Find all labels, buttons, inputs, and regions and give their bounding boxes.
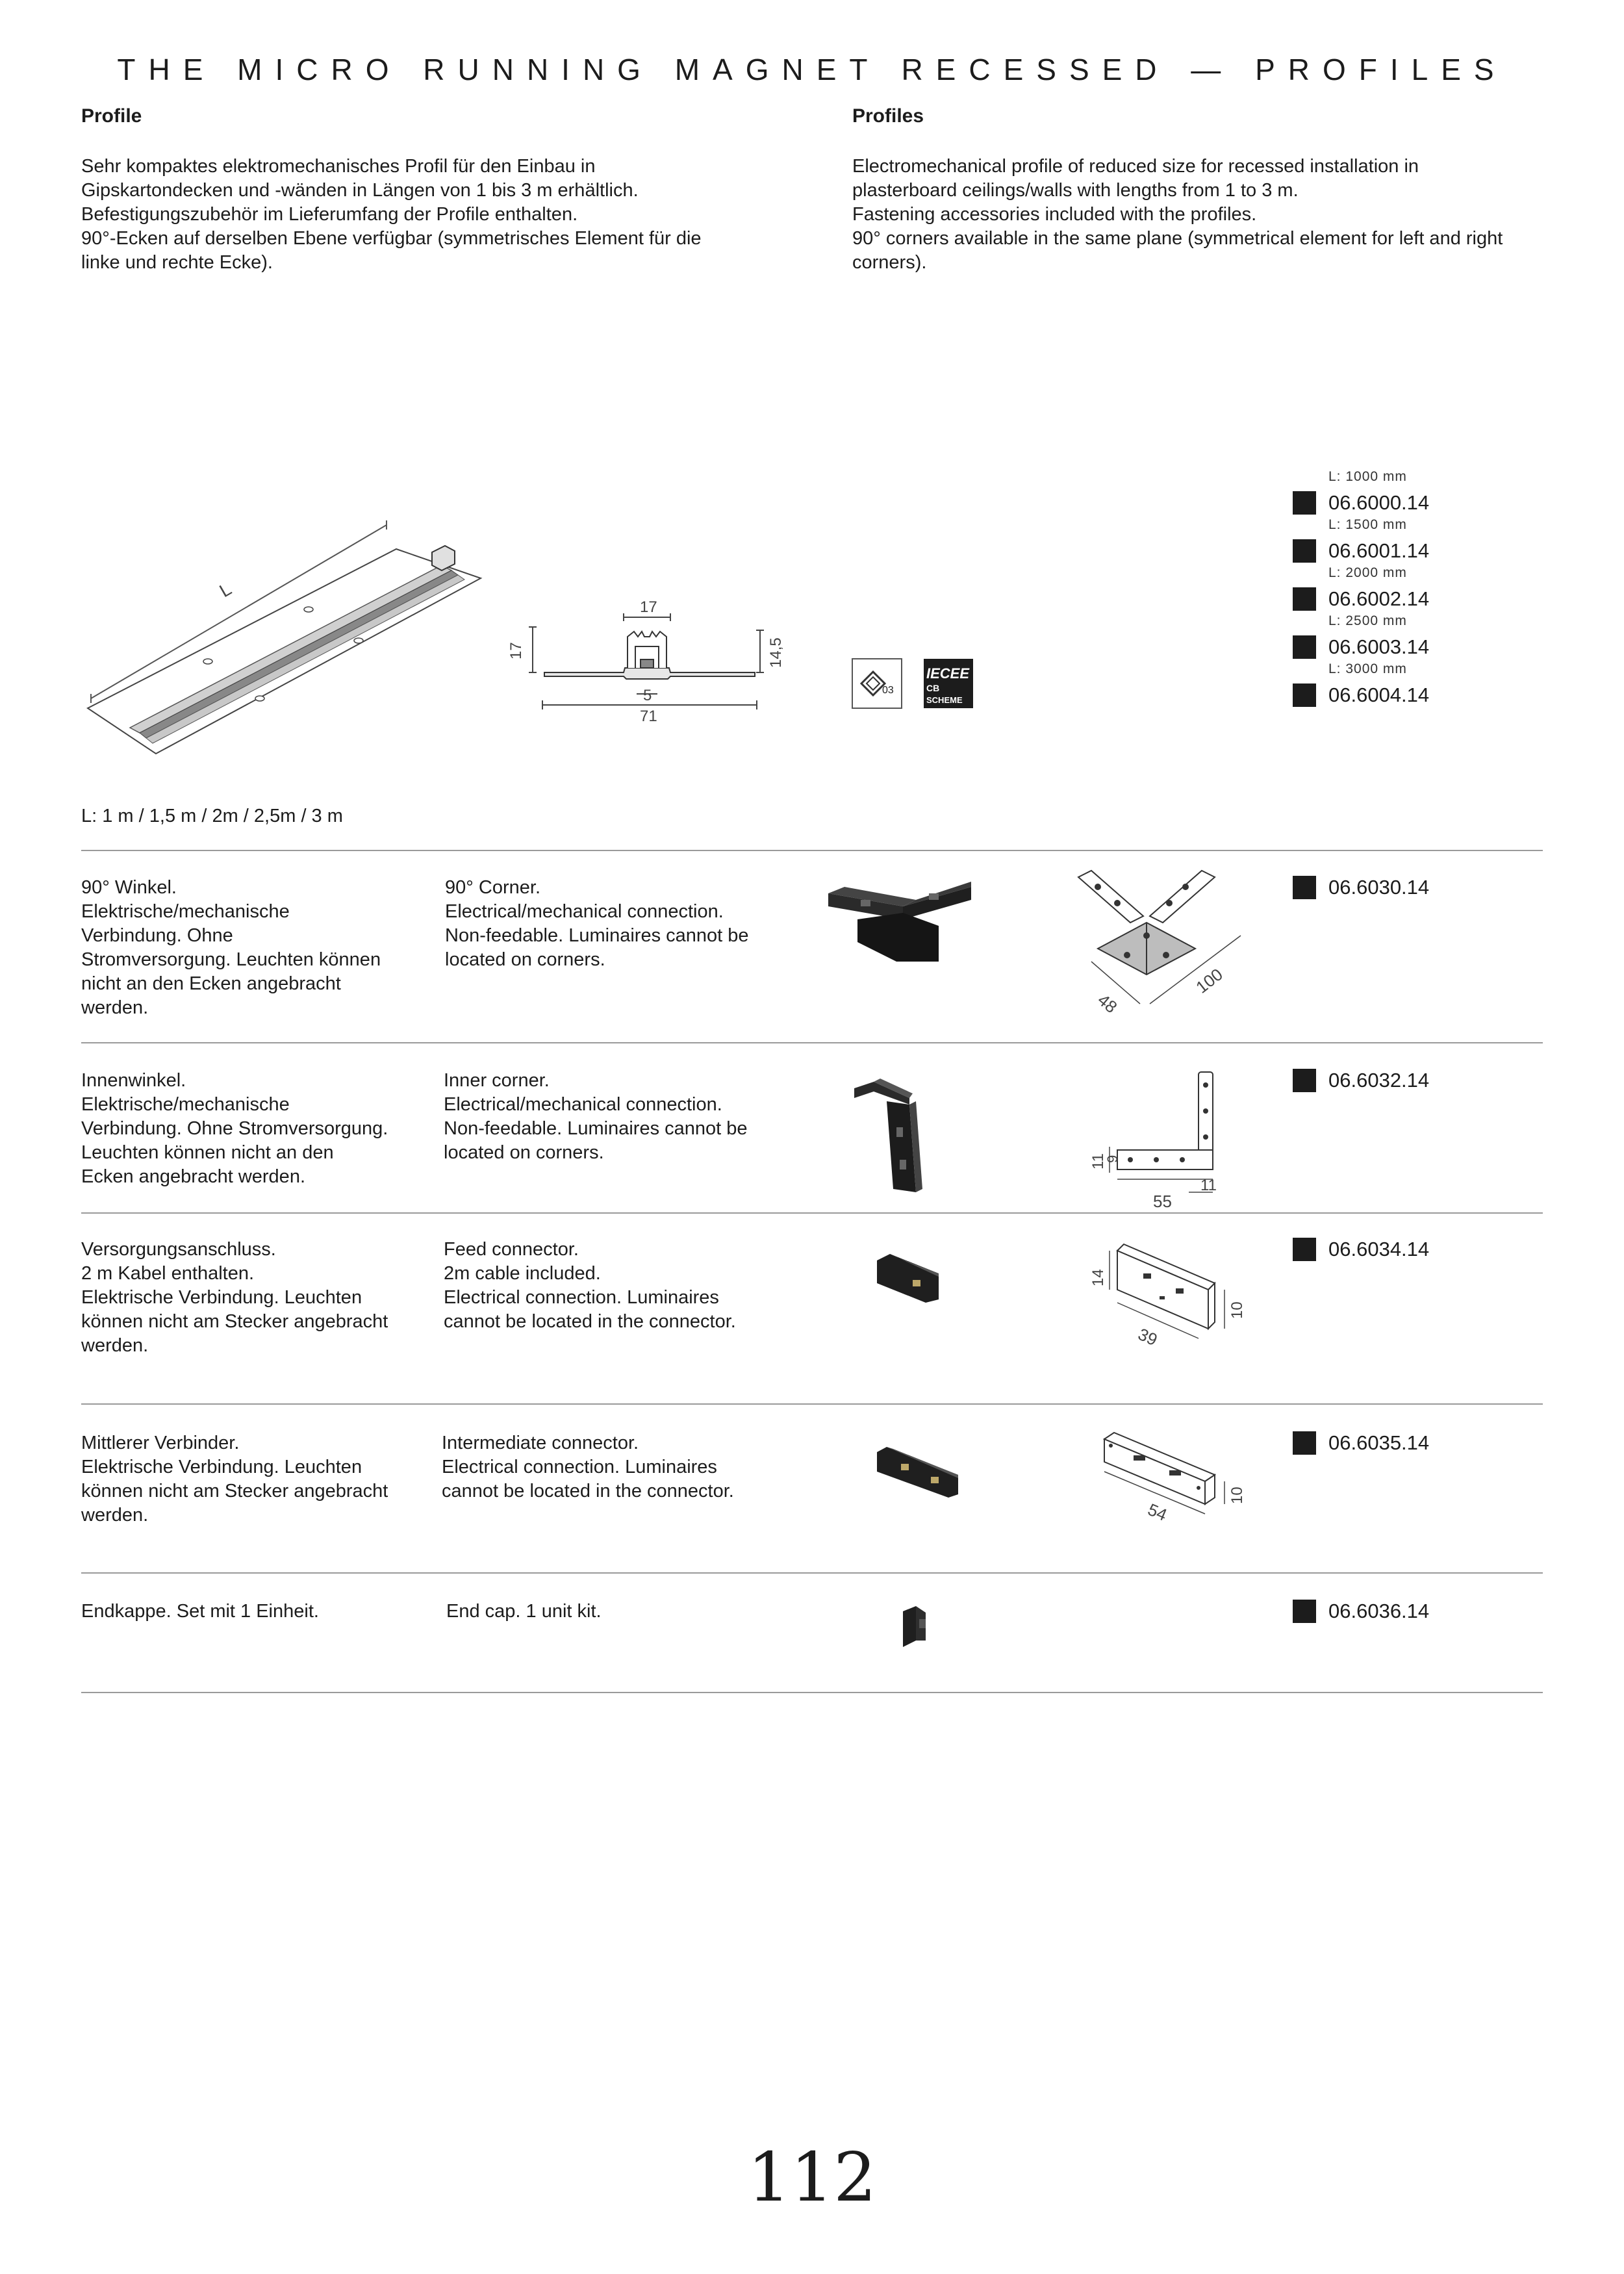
variant-code: 06.6000.14 — [1328, 491, 1430, 514]
intro-heading-en: Profiles — [852, 105, 924, 127]
dim-inner: 5 — [643, 687, 652, 704]
page-number: 112 — [747, 2138, 877, 2217]
intermediate-connector-product-image — [874, 1446, 965, 1504]
text-line: located on corners. — [445, 949, 605, 970]
text-line: Verbindung. Ohne Stromversorgung. — [81, 1118, 388, 1139]
variant-length: L: 1000 mm — [1328, 469, 1407, 484]
text-line: können nicht am Stecker angebracht — [81, 1311, 388, 1332]
dim-1: 14 — [1089, 1269, 1107, 1286]
iecee-cb-scheme-icon — [922, 658, 974, 709]
profile-lengths: L: 1 m / 1,5 m / 2m / 2,5m / 3 m — [81, 806, 343, 826]
intro-line: plasterboard ceilings/walls with lengths from 1 to 3 m. — [852, 180, 1299, 201]
color-swatch-black — [1293, 1600, 1316, 1623]
text-line: Mittlerer Verbinder. — [81, 1433, 240, 1453]
profile-perspective-drawing — [78, 513, 494, 773]
color-swatch-black — [1293, 635, 1316, 659]
text-line: werden. — [81, 1335, 149, 1356]
text-line: Elektrische/mechanische — [81, 1094, 290, 1115]
text-line: Non-feedable. Luminaires cannot be — [444, 1118, 748, 1139]
text-line: nicht an den Ecken angebracht — [81, 973, 341, 994]
enec-certification-icon — [851, 658, 903, 709]
text-line: 90° Winkel. — [81, 877, 177, 898]
text-line: Endkappe. Set mit 1 Einheit. — [81, 1601, 319, 1622]
variant-length: L: 2500 mm — [1328, 613, 1407, 628]
iecee-text: IECEE — [926, 665, 970, 682]
intro-text-de — [81, 155, 702, 275]
dim-2: 39 — [1135, 1324, 1161, 1350]
variant-code: 06.6002.14 — [1328, 587, 1430, 610]
intro-line: Fastening accessories included with the profiles. — [852, 204, 1257, 225]
text-line: Innenwinkel. — [81, 1070, 186, 1091]
divider — [81, 1692, 1543, 1693]
text-line: Leuchten können nicht an den — [81, 1142, 334, 1163]
text-line: cannot be located in the connector. — [444, 1311, 736, 1332]
text-line: Non-feedable. Luminaires cannot be — [445, 925, 749, 946]
text-line: Verbindung. Ohne — [81, 925, 233, 946]
accessory-de-text — [81, 876, 381, 1020]
intro-line: linke und rechte Ecke). — [81, 252, 273, 273]
color-swatch-black — [1293, 587, 1316, 611]
corner-90-technical-drawing — [1072, 864, 1254, 1027]
text-line: cannot be located in the connector. — [442, 1481, 734, 1501]
text-line: Inner corner. — [444, 1070, 550, 1091]
divider — [81, 1042, 1543, 1043]
length-label: L — [216, 578, 235, 602]
dim-4: 55 — [1153, 1192, 1172, 1208]
variant-length: L: 3000 mm — [1328, 661, 1407, 676]
intro-line: Befestigungszubehör im Lieferumfang der Profile enthalten. — [81, 204, 578, 225]
end-cap-product-image — [900, 1605, 932, 1650]
text-line: End cap. 1 unit kit. — [446, 1601, 602, 1622]
accessory-de-text — [81, 1431, 388, 1527]
accessory-en-text — [442, 1431, 734, 1503]
inner-corner-technical-drawing — [1072, 1066, 1254, 1208]
dim-2: 10 — [1228, 1487, 1246, 1504]
intro-line: 90° corners available in the same plane (symmetrical element for left and right — [852, 228, 1503, 249]
variant-code: 06.6004.14 — [1328, 683, 1430, 706]
intro-line: 90°-Ecken auf derselben Ebene verfügbar (symmetrisches Element für die — [81, 228, 702, 249]
text-line: Elektrische/mechanische — [81, 901, 290, 922]
divider — [81, 1212, 1543, 1214]
variant-length: L: 1500 mm — [1328, 517, 1407, 532]
text-line: Elektrische Verbindung. Leuchten — [81, 1457, 362, 1477]
accessory-code: 06.6030.14 — [1328, 876, 1430, 899]
text-line: Ecken angebracht werden. — [81, 1166, 305, 1187]
intro-line: Electromechanical profile of reduced size for recessed installation in — [852, 156, 1419, 177]
text-line: Stromversorgung. Leuchten können — [81, 949, 381, 970]
accessory-code: 06.6036.14 — [1328, 1600, 1430, 1622]
color-swatch-black — [1293, 491, 1316, 515]
feed-connector-technical-drawing — [1072, 1238, 1254, 1361]
dim-height-right: 14,5 — [767, 637, 785, 668]
accessory-en-text — [445, 876, 749, 972]
accessory-code: 06.6034.14 — [1328, 1238, 1430, 1260]
dim-3: 10 — [1228, 1301, 1246, 1319]
intro-line: corners). — [852, 252, 927, 273]
dim-height-left: 17 — [507, 642, 525, 659]
text-line: Electrical/mechanical connection. — [444, 1094, 722, 1115]
accessory-en-text — [444, 1069, 748, 1165]
text-line: werden. — [81, 1505, 149, 1526]
dim-3: 11 — [1200, 1177, 1217, 1194]
text-line: located on corners. — [444, 1142, 604, 1163]
dim-2: 9 — [1104, 1155, 1121, 1163]
intro-line: Sehr kompaktes elektromechanisches Profil für den Einbau in — [81, 156, 596, 177]
text-line: Intermediate connector. — [442, 1433, 639, 1453]
iecee-cb-text: CB — [926, 683, 940, 693]
variant-length: L: 2000 mm — [1328, 565, 1407, 580]
intro-line: Gipskartondecken und -wänden in Längen von 1 bis 3 m erhältlich. — [81, 180, 639, 201]
dim-1: 54 — [1145, 1499, 1171, 1525]
intermediate-connector-technical-drawing — [1078, 1426, 1267, 1543]
accessory-de-text — [81, 1238, 388, 1358]
divider — [81, 1572, 1543, 1574]
feed-connector-product-image — [874, 1254, 945, 1306]
text-line: werden. — [81, 997, 149, 1018]
divider — [81, 850, 1543, 851]
iecee-scheme-text: SCHEME — [926, 695, 963, 705]
text-line: Electrical connection. Luminaires — [442, 1457, 717, 1477]
inner-corner-product-image — [848, 1075, 945, 1199]
text-line: Electrical connection. Luminaires — [444, 1287, 719, 1308]
text-line: können nicht am Stecker angebracht — [81, 1481, 388, 1501]
accessory-en-text — [444, 1238, 736, 1334]
text-line: 90° Corner. — [445, 877, 541, 898]
color-swatch-black — [1293, 539, 1316, 563]
dim-total: 71 — [640, 708, 657, 725]
intro-text-en — [852, 155, 1503, 275]
dim-1: 11 — [1089, 1153, 1107, 1169]
accessory-code: 06.6032.14 — [1328, 1069, 1430, 1092]
text-line: Versorgungsanschluss. — [81, 1239, 276, 1260]
profile-section-drawing — [507, 598, 793, 728]
color-swatch-black — [1293, 876, 1316, 899]
divider — [81, 1403, 1543, 1405]
color-swatch-black — [1293, 1238, 1316, 1261]
text-line: Elektrische Verbindung. Leuchten — [81, 1287, 362, 1308]
dim-2: 100 — [1192, 964, 1226, 997]
accessory-en-text — [446, 1600, 602, 1624]
page-title: THE MICRO RUNNING MAGNET RECESSED — PROFILES — [117, 53, 1507, 86]
color-swatch-black — [1293, 1431, 1316, 1455]
text-line: 2m cable included. — [444, 1263, 601, 1284]
accessory-de-text — [81, 1069, 388, 1189]
variant-code: 06.6001.14 — [1328, 539, 1430, 562]
text-line: Electrical/mechanical connection. — [445, 901, 724, 922]
dim-top: 17 — [640, 598, 657, 616]
dim-1: 48 — [1094, 990, 1121, 1017]
text-line: 2 m Kabel enthalten. — [81, 1263, 255, 1284]
enec-number: 03 — [882, 685, 894, 696]
variant-code: 06.6003.14 — [1328, 635, 1430, 658]
color-swatch-black — [1293, 1069, 1316, 1092]
corner-90-product-image — [825, 874, 981, 965]
color-swatch-black — [1293, 683, 1316, 707]
intro-heading-de: Profile — [81, 105, 142, 127]
accessory-code: 06.6035.14 — [1328, 1431, 1430, 1454]
text-line: Feed connector. — [444, 1239, 579, 1260]
accessory-de-text — [81, 1600, 319, 1624]
